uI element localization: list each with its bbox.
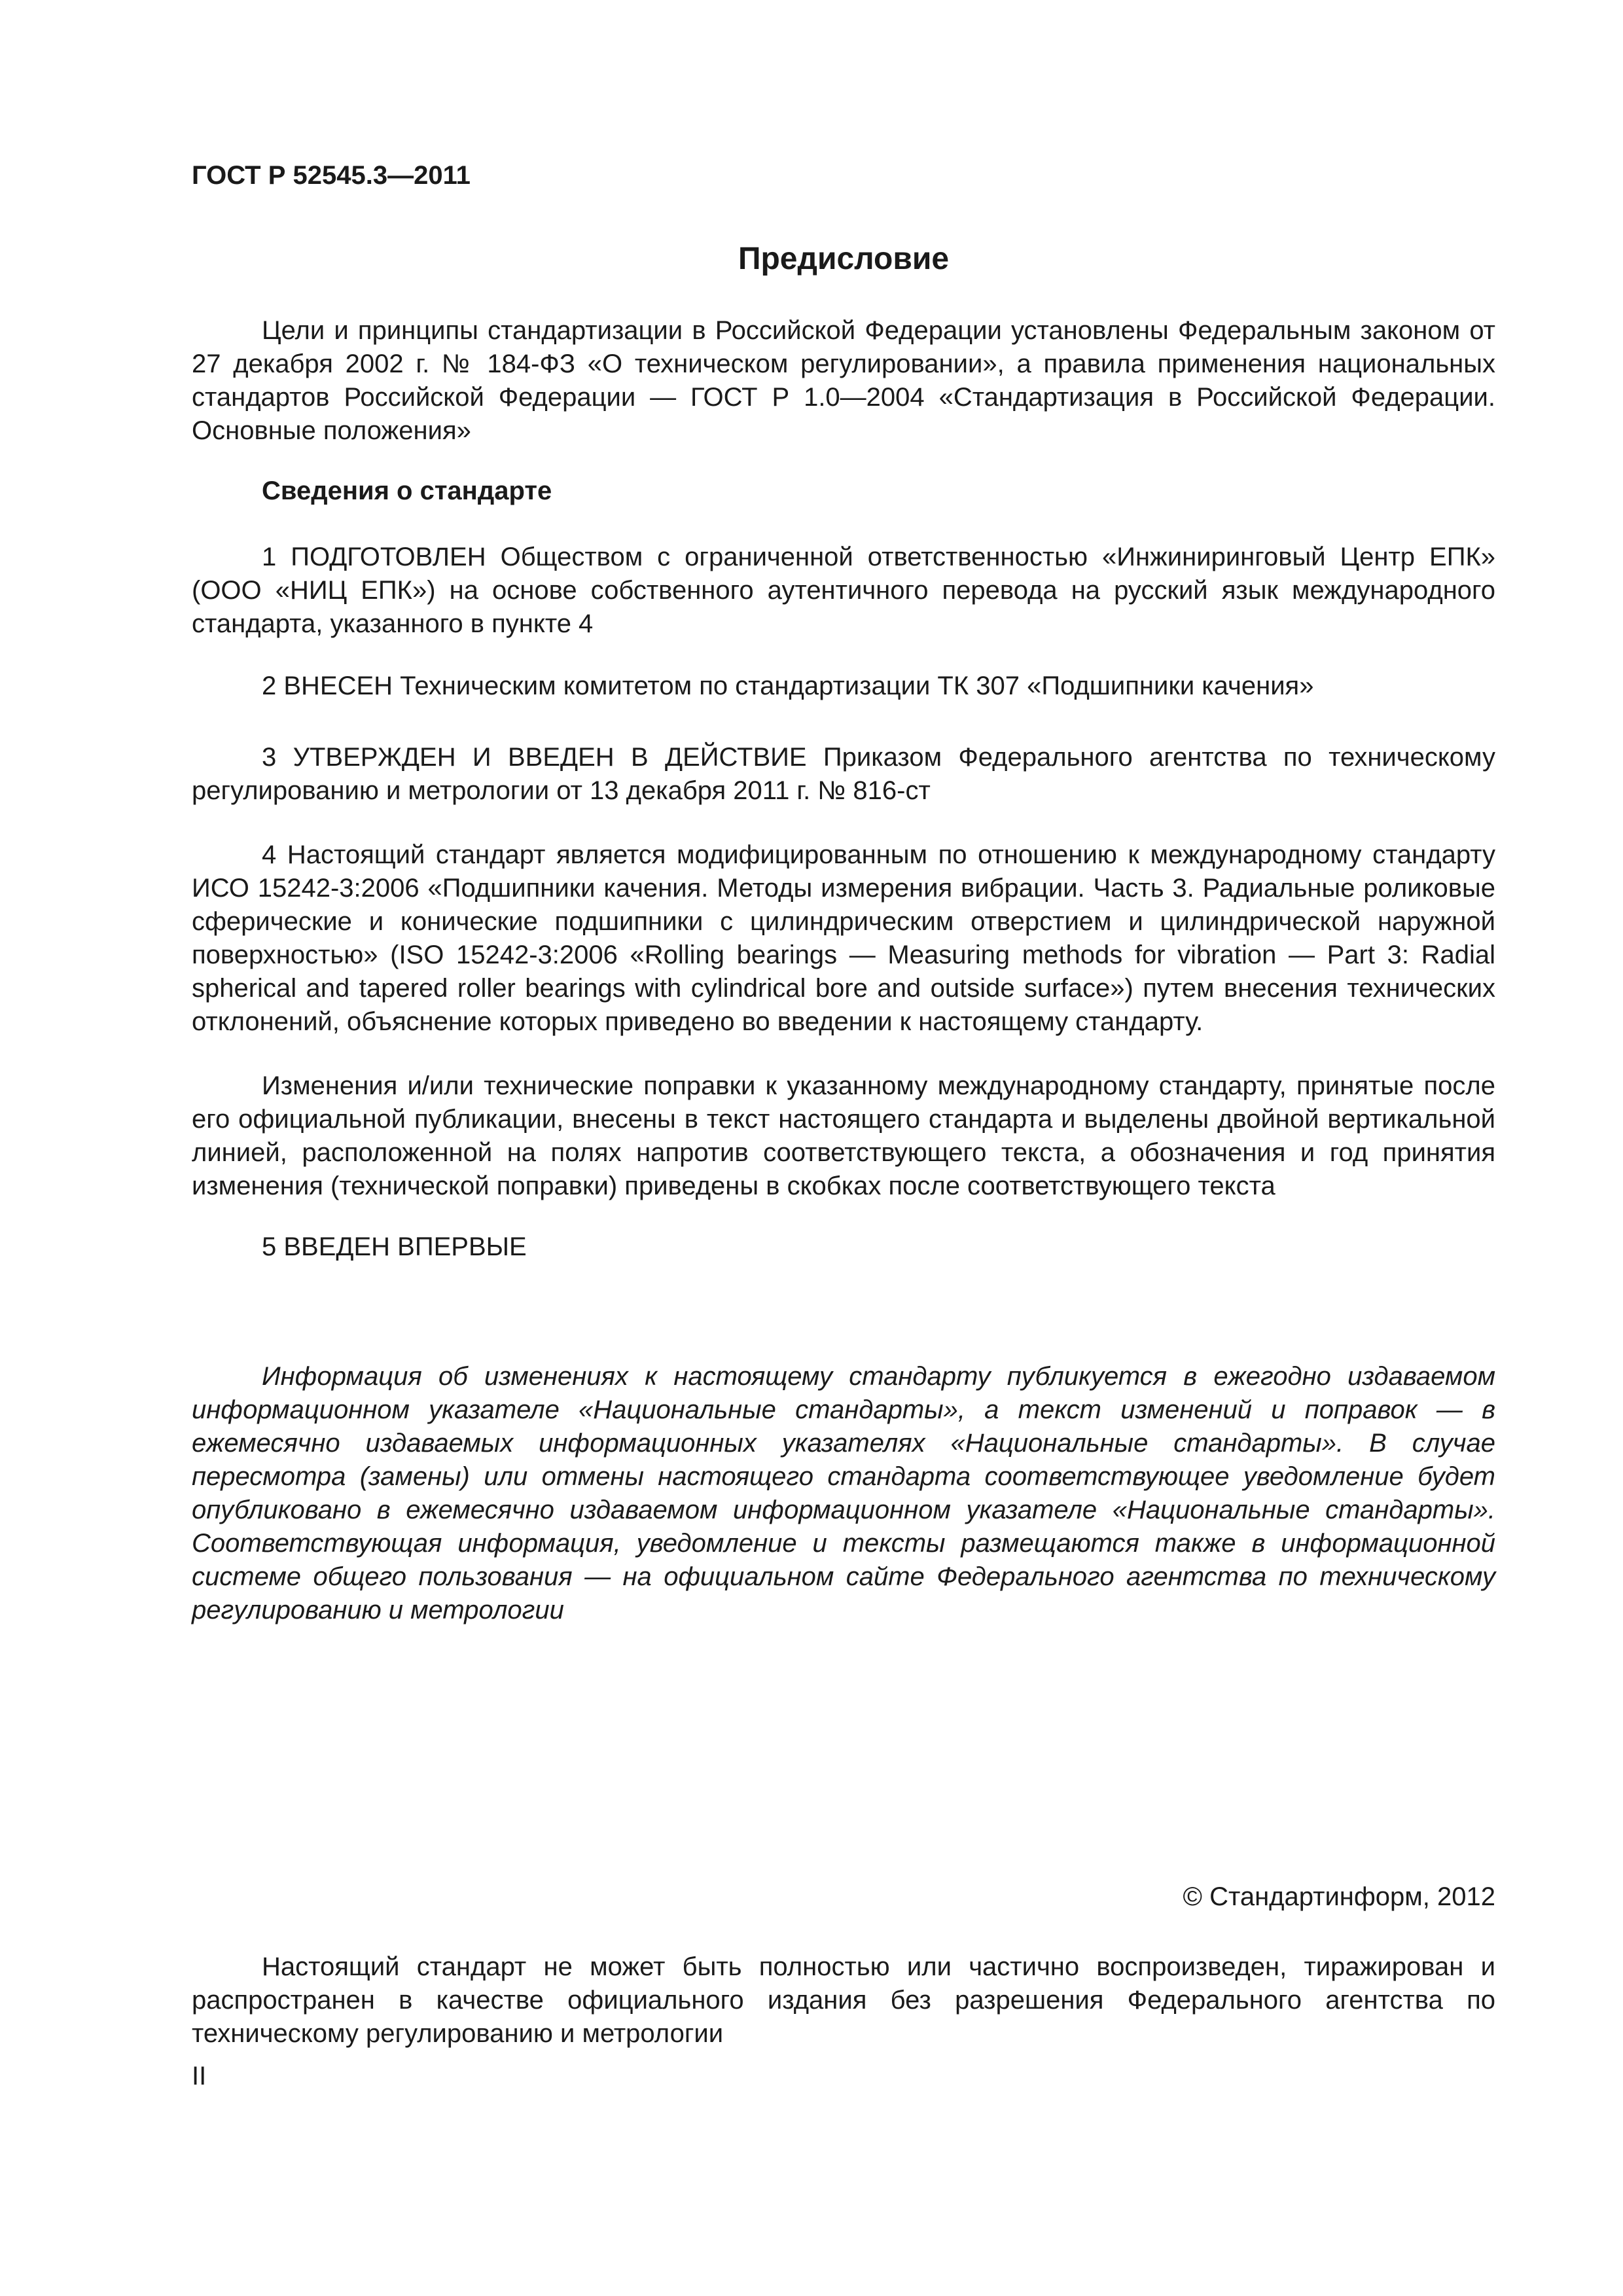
item-prepared: 1 ПОДГОТОВЛЕН Обществом с ограниченной ответственностью «Инжиниринговый Центр ЕПК» (ООО «НИЦ ЕПК») на основе собственного аутентичного перевода на русский язык международного стандарта, указанного в пункте 4 [192,543,1495,638]
section-heading: Сведения о стандарте [262,476,552,505]
copyright-line: © Стандартинформ, 2012 [1183,1882,1495,1911]
item-first-introduced: 5 ВВЕДЕН ВПЕРВЫЕ [262,1232,527,1261]
notice-paragraph: Информация об изменениях к настоящему стандарту публикуется в ежегодно издаваемом информационном указателе «Национальные стандарты», а текст изменений и поправок — в ежемесячно издаваемых информационных указателях «Национальные стандарты». В случае пересмотра (замены) или отмены настоящего стандарта соответствующее уведомление будет опубликовано в ежемесячно издаваемом информационном указателе «Национальные стандарты». Соответствующая информация, уведомление и тексты размещаются также в информационной системе общего пользования — на официальном сайте Федерального агентства по техническому регулированию и метрологии [192,1362,1495,1624]
document-code: ГОСТ Р 52545.3—2011 [192,161,471,190]
item-introduced: 2 ВНЕСЕН Техническим комитетом по стандартизации ТК 307 «Подшипники качения» [262,672,1314,700]
item-modified-standard: 4 Настоящий стандарт является модифицированным по отношению к международному стандарту ИСО 15242-3:2006 «Подшипники качения. Методы измерения вибрации. Часть 3. Радиальные роликовые сферические и конические подшипники с цилиндрическим отверстием и цилиндрической наружной поверхностью» (ISO 15242-3:2006 «Rolling bearings — Measuring methods for vibration — Part 3: Radial spherical and tapered roller bearings with cylindrical bore and outside surface») путем внесения технических отклонений, объяснение которых приведено во введении к настоящему стандарту. [192,840,1495,1036]
item-approved: 3 УТВЕРЖДЕН И ВВЕДЕН В ДЕЙСТВИЕ Приказом Федерального агентства по техническому регулированию и метрологии от 13 декабря 2011 г. № 816-ст [192,743,1495,805]
intro-paragraph: Цели и принципы стандартизации в Российской Федерации установлены Федеральным законом от 27 декабря 2002 г. № 184-ФЗ «О техническом регулировании», а правила применения национальных стандартов Российской Федерации — ГОСТ Р 1.0—2004 «Стандартизация в Российской Федерации. Основные положения» [192,316,1495,445]
changes-paragraph: Изменения и/или технические поправки к указанному международному стандарту, принятые после его официальной публикации, внесены в текст настоящего стандарта и выделены двойной вертикальной линией, расположенной на полях напротив соответствующего текста, а обозначения и год принятия изменения (технической поправки) приведены в скобках после соответствующего текста [192,1071,1495,1200]
page-number: II [192,2062,207,2090]
legal-notice: Настоящий стандарт не может быть полностью или частично воспроизведен, тиражирован и распространен в качестве официального издания без разрешения Федерального агентства по техническому регулированию и метрологии [192,1952,1495,2048]
page-title: Предисловие [738,242,950,276]
